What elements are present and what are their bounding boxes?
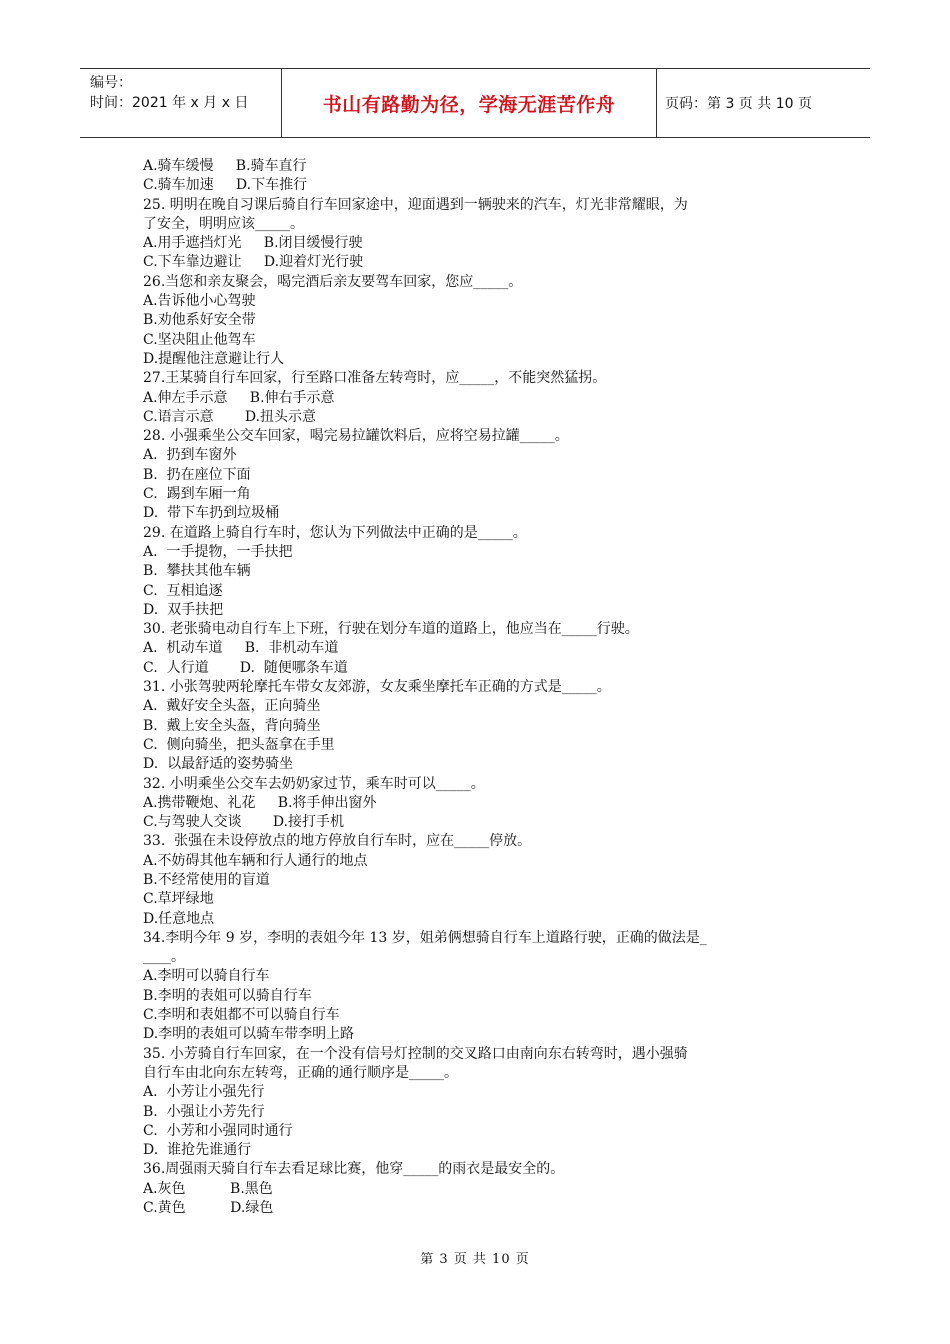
text-line: A. 戴好安全头盔，正向骑坐 [143, 698, 321, 715]
text-line: C.坚决阻止他驾车 [143, 331, 256, 348]
text-line: A. 机动车道 B. 非机动车道 [143, 640, 339, 657]
text-line: C.黄色 D.绿色 [143, 1200, 274, 1217]
text-line: D.李明的表姐可以骑车带李明上路 [143, 1026, 355, 1043]
text-line: C. 踢到车厢一角 [143, 486, 251, 503]
text-line: D. 带下车扔到垃圾桶 [143, 505, 280, 522]
text-line: B.李明的表姐可以骑自行车 [143, 987, 312, 1004]
text-line: 28. 小强乘坐公交车回家，喝完易拉罐饮料后，应将空易拉罐_____。 [143, 428, 569, 445]
text-line: 27.王某骑自行车回家，行至路口准备左转弯时，应_____，不能突然猛拐。 [143, 370, 607, 387]
text-line: D.任意地点 [143, 910, 215, 927]
text-line: A. 小芳让小强先行 [143, 1084, 265, 1101]
text-line: 36.周强雨天骑自行车去看足球比赛，他穿_____的雨衣是最安全的。 [143, 1161, 565, 1178]
text-line: C.语言示意 D.扭头示意 [143, 408, 316, 425]
text-line: C. 侧向骑坐，把头盔拿在手里 [143, 736, 335, 753]
document-date-label: 时间：2021 年 x 月 x 日 [90, 95, 249, 111]
text-line: C. 人行道 D. 随便哪条车道 [143, 659, 348, 676]
text-line: 32. 小明乘坐公交车去奶奶家过节，乘车时可以_____。 [143, 775, 485, 792]
text-line: A.用手遮挡灯光 B.闭目缓慢行驶 [143, 235, 363, 252]
text-line: C. 小芳和小强同时通行 [143, 1122, 293, 1139]
text-line: B. 小强让小芳先行 [143, 1103, 265, 1120]
text-line: B. 攀扶其他车辆 [143, 563, 251, 580]
text-line: B. 扔在座位下面 [143, 466, 251, 483]
text-line: 29. 在道路上骑自行车时，您认为下列做法中正确的是_____。 [143, 524, 527, 541]
text-line: A.李明可以骑自行车 [143, 968, 270, 985]
text-line: 30. 老张骑电动自行车上下班，行驶在划分车道的道路上，他应当在_____行驶。 [143, 621, 639, 638]
text-line: A.伸左手示意 B.伸右手示意 [143, 389, 335, 406]
text-line: D. 双手扶把 [143, 601, 224, 618]
text-line: C.草坪绿地 [143, 891, 214, 908]
text-line: A.灰色 B.黑色 [143, 1180, 273, 1197]
page-footer: 第 3 页 共 10 页 [420, 1252, 530, 1267]
text-line: 31. 小张驾驶两轮摩托车带女友郊游，女友乘坐摩托车正确的方式是_____。 [143, 679, 611, 696]
text-line: B.不经常使用的盲道 [143, 871, 270, 888]
header-meta-cell [80, 69, 282, 137]
text-line: C.李明和表姐都不可以骑自行车 [143, 1007, 340, 1024]
text-line: 了安全，明明应该_____。 [143, 215, 304, 232]
text-line: D. 以最舒适的姿势骑坐 [143, 756, 294, 773]
text-line: D.提醒他注意避让行人 [143, 350, 285, 367]
text-line: 33. 张强在未设停放点的地方停放自行车时，应在_____停放。 [143, 833, 532, 850]
document-body [143, 157, 808, 1218]
text-line: C.下车靠边避让 D.迎着灯光行驶 [143, 254, 364, 271]
text-line: A.不妨碍其他车辆和行人通行的地点 [143, 852, 368, 869]
text-line: ____。 [143, 949, 185, 966]
text-line: D. 谁抢先谁通行 [143, 1142, 252, 1159]
text-line: C.与驾驶人交谈 D.接打手机 [143, 814, 344, 831]
header-page-info: 页码：第 3 页 共 10 页 [665, 96, 812, 112]
text-line: A.告诉他小心驾驶 [143, 293, 256, 310]
document-header [80, 68, 870, 138]
text-line: B. 戴上安全头盔，背向骑坐 [143, 717, 321, 734]
text-line: B.劝他系好安全带 [143, 312, 256, 329]
text-line: A.携带鞭炮、礼花 B.将手伸出窗外 [143, 794, 377, 811]
text-line: 26.当您和亲友聚会，喝完酒后亲友要驾车回家，您应_____。 [143, 273, 523, 290]
header-motto: 书山有路勤为径，学海无涯苦作舟 [282, 69, 657, 137]
text-line: A.骑车缓慢 B.骑车直行 [143, 158, 307, 174]
text-line: 自行车由北向东左转弯，正确的通行顺序是_____。 [143, 1064, 458, 1081]
text-line: A. 扔到车窗外 [143, 447, 237, 464]
text-line: C.骑车加速 D.下车推行 [143, 177, 308, 194]
text-line: 25. 明明在晚自习课后骑自行车回家途中，迎面遇到一辆驶来的汽车，灯光非常耀眼，为 [143, 196, 688, 213]
text-line: A. 一手提物，一手扶把 [143, 543, 293, 560]
text-line: 34.李明今年 9 岁，李明的表姐今年 13 岁，姐弟俩想骑自行车上道路行驶，正确的做法是_ [143, 929, 707, 946]
text-line: C. 互相追逐 [143, 582, 223, 599]
document-number-label: 编号： [90, 75, 132, 91]
text-line: 35. 小芳骑自行车回家，在一个没有信号灯控制的交叉路口由南向东右转弯时，遇小强骑 [143, 1045, 688, 1062]
